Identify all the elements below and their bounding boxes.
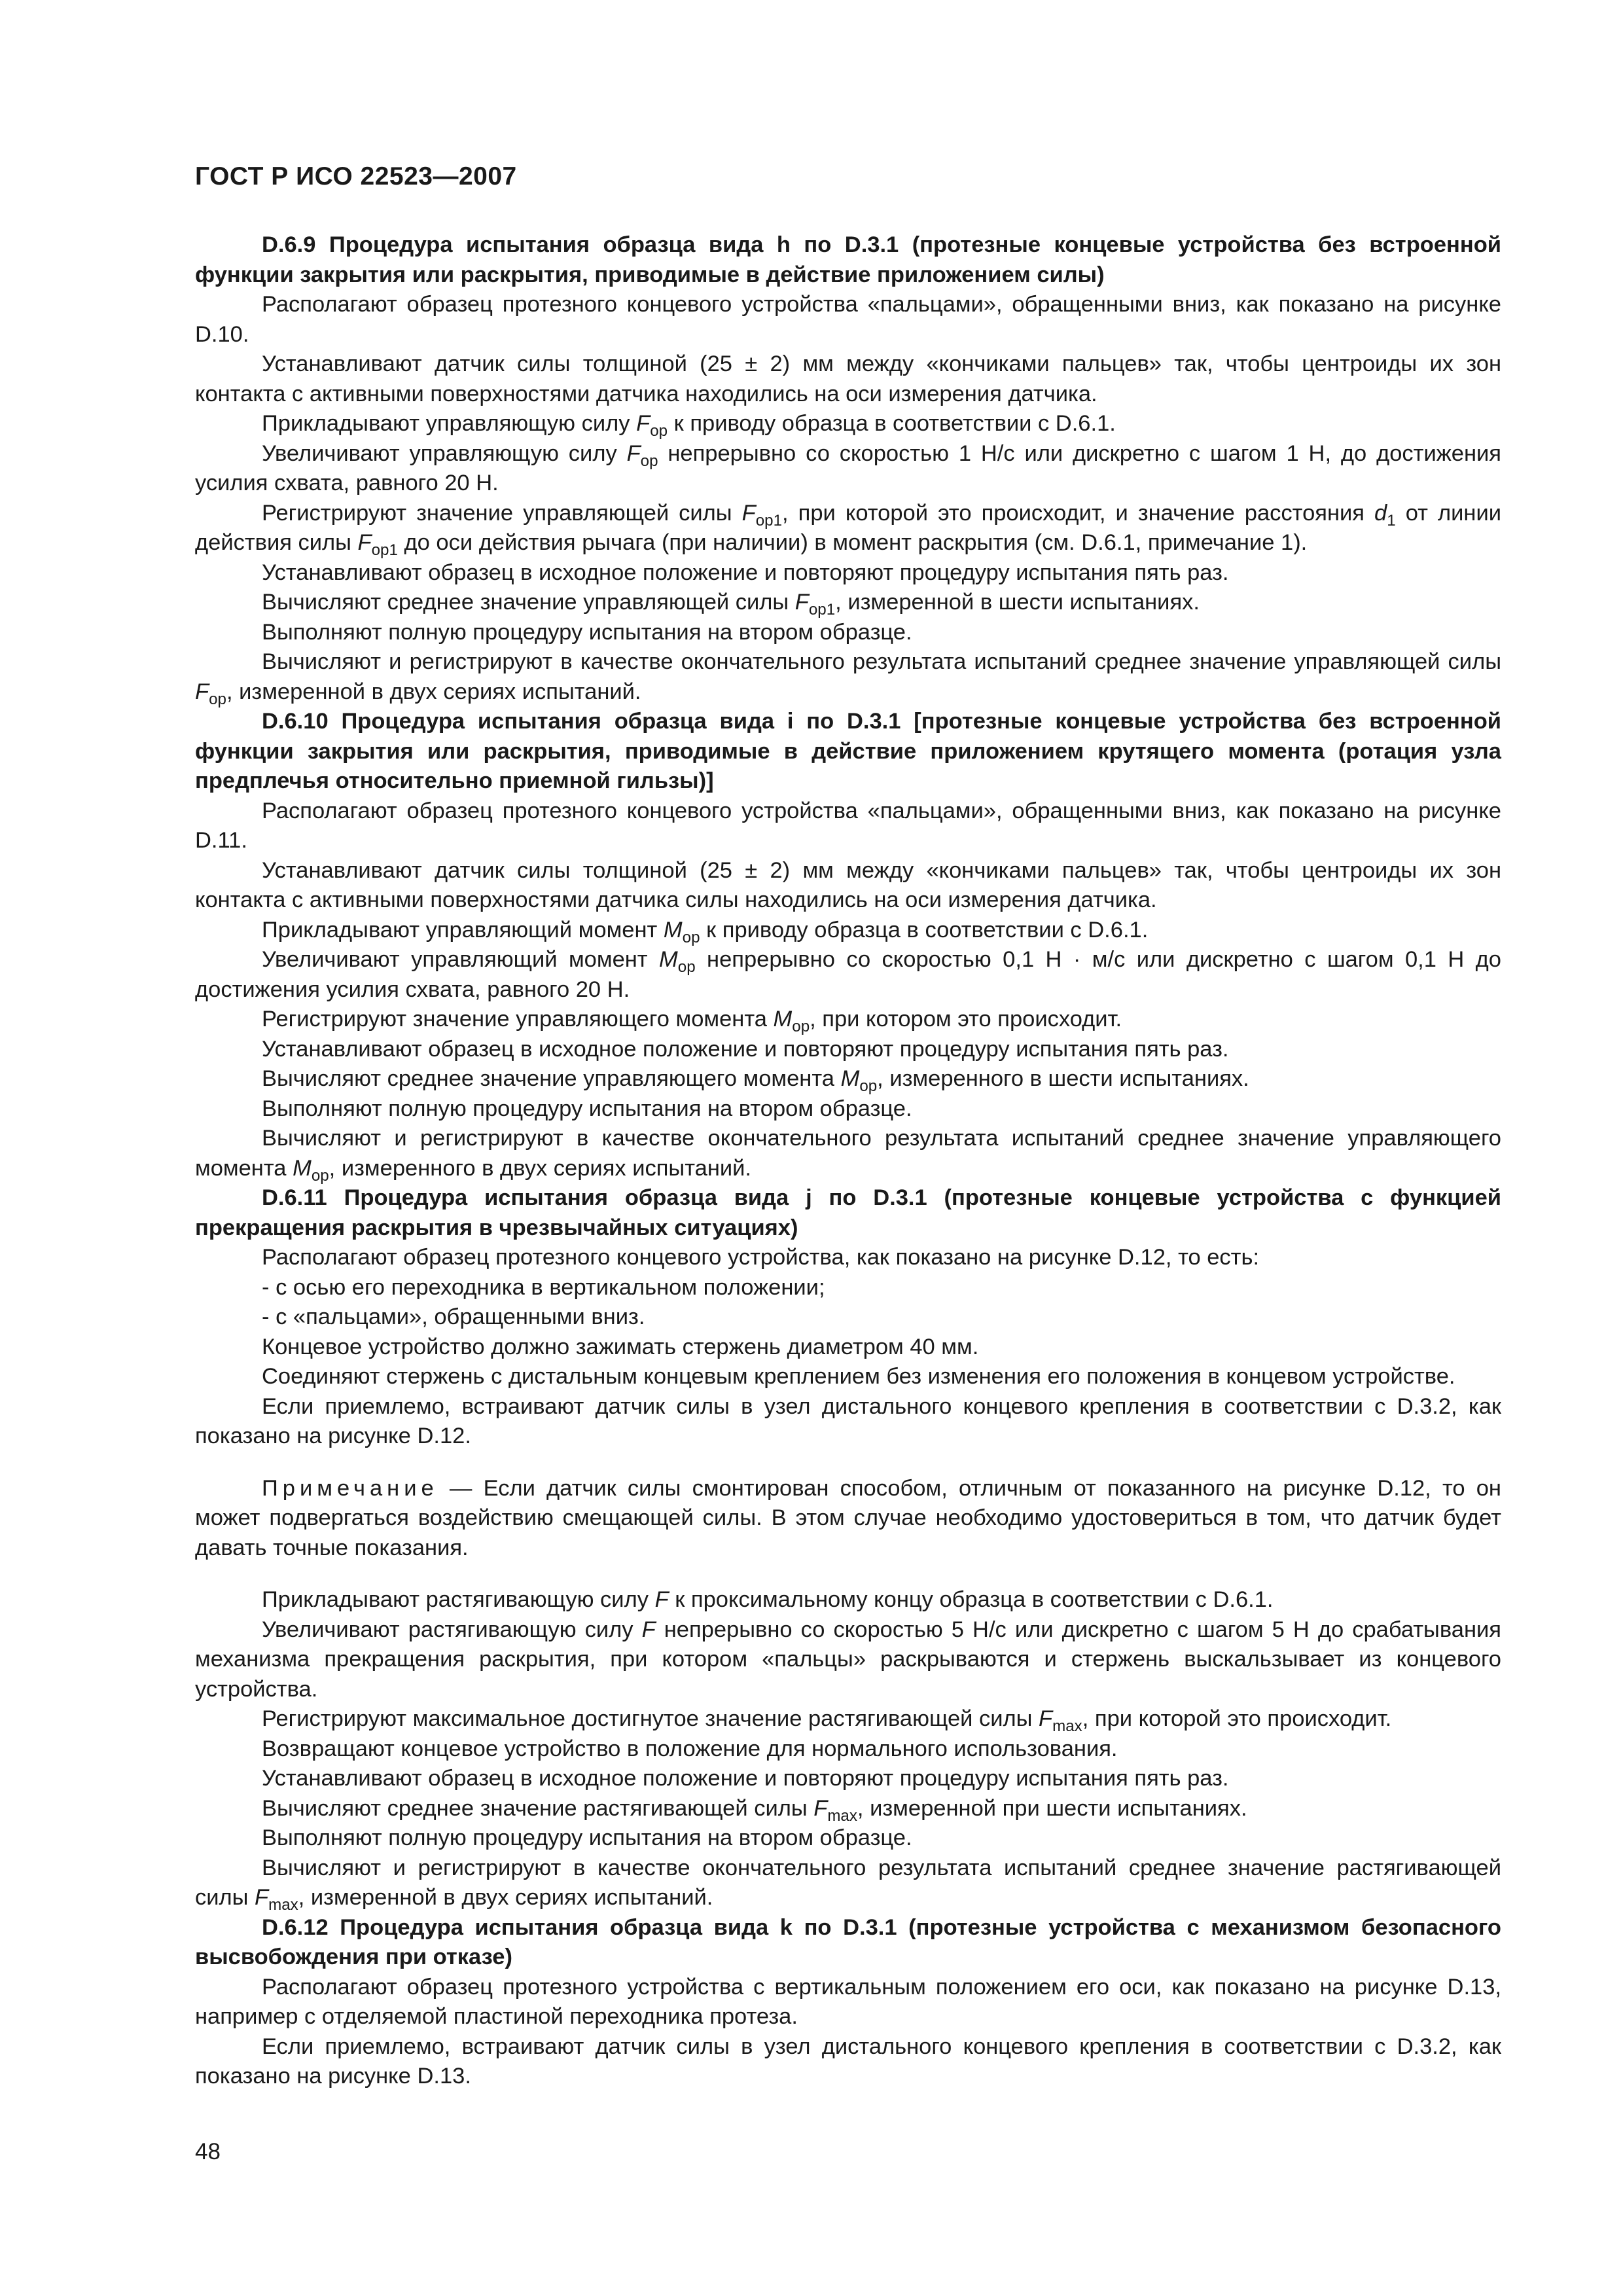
paragraph: Если приемлемо, встраивают датчик силы в узел дистального концевого крепления в соответствии с D.3.2, как показано на рисунке D.13.: [195, 2034, 1501, 2089]
paragraph: Вычисляют и регистрируют в качестве окончательного результата испытаний среднее значение управляющей силы $F_{op}$, измеренной в двух сериях испытаний.: [195, 649, 1501, 708]
paragraph: Устанавливают образец в исходное положение и повторяют процедуру испытания пять раз.: [262, 560, 1229, 585]
paragraph: Вычисляют и регистрируют в качестве окончательного результата испытаний среднее значение растягивающей силы $F_{max}$, измеренной в двух сериях испытаний.: [195, 1855, 1501, 1914]
paragraph: Соединяют стержень с дистальным концевым креплением без изменения его положения в концевом устройстве.: [262, 1364, 1455, 1389]
paragraph: Увеличивают растягивающую силу F непрерывно со скоростью 5 Н/с или дискретно с шагом 5 Н до срабатывания механизма прекращения раскрытия, при котором «пальцы» раскрываются и стержень выскальзывает из концевого устройства.: [195, 1617, 1501, 1702]
paragraph: Увеличивают управляющую силу $F_{op}$ непрерывно со скоростью 1 Н/с или дискретно с шагом 1 Н, до достижения усилия схвата, равного 20 Н.: [195, 440, 1501, 495]
paragraph: Прикладывают растягивающую силу F к проксимальному концу образца в соответствии с D.6.1.: [262, 1587, 1274, 1612]
paragraph: Вычисляют среднее значение управляющего момента $M_{op}$, измеренного в шести испытаниях.: [262, 1066, 1249, 1095]
page-number: 48: [195, 2139, 221, 2164]
paragraph: Выполняют полную процедуру испытания на втором образце.: [262, 1825, 912, 1850]
paragraph: Возвращают концевое устройство в положение для нормального использования.: [262, 1736, 1118, 1761]
body-text: [195, 230, 1501, 2092]
paragraph: Регистрируют значение управляющей силы $F_{op1}$, при которой это происходит, и значение расстояния $d_1$ от линии действия силы $F_{op1}$ до оси действия рычага (при наличии) в момент раскрытия (см. D.6.1, примечание 1).: [195, 500, 1501, 559]
paragraph: Располагают образец протезного концевого устройства «пальцами», обращенными вниз, как показано на рисунке D.10.: [195, 292, 1501, 347]
section-heading-d610: D.6.10 Процедура испытания образца вида i по D.3.1 [протезные концевые устройства без встроенной функции закрытия или раскрытия, приводимые в действие приложением крутящего момента (ротация узла предплечья относительно приемной гильзы)]: [195, 709, 1501, 793]
paragraph: Увеличивают управляющий момент $M_{op}$ непрерывно со скоростью 0,1 Н · м/с или дискретно с шагом 0,1 Н до достижения усилия схвата, равного 20 Н.: [195, 947, 1501, 1002]
paragraph: Устанавливают датчик силы толщиной (25 ± 2) мм между «кончиками пальцев» так, чтобы центроиды их зон контакта с активными поверхностями датчика силы находились на оси измерения датчика.: [195, 857, 1501, 912]
paragraph: Вычисляют среднее значение управляющей силы $F_{op1}$, измеренной в шести испытаниях.: [262, 590, 1200, 619]
paragraph: Прикладывают управляющий момент $M_{op}$ к приводу образца в соответствии с D.6.1.: [262, 917, 1149, 946]
paragraph: Устанавливают образец в исходное положение и повторяют процедуру испытания пять раз.: [262, 1036, 1229, 1062]
list-item: - с «пальцами», обращенными вниз.: [262, 1304, 645, 1329]
paragraph: Располагают образец протезного концевого устройства «пальцами», обращенными вниз, как показано на рисунке D.11.: [195, 798, 1501, 853]
paragraph: Регистрируют максимальное достигнутое значение растягивающей силы $F_{max}$, при которой это происходит.: [262, 1706, 1392, 1735]
paragraph: Выполняют полную процедуру испытания на втором образце.: [262, 1096, 912, 1121]
note-text: — Если датчик силы смонтирован способом, отличным от показанного на рисунке D.12, то он может подвергаться воздействию смещающей силы. В этом случае необходимо удостовериться в том, что датчик будет давать точные показания.: [195, 1475, 1501, 1560]
paragraph: Вычисляют среднее значение растягивающей силы $F_{max}$, измеренной при шести испытаниях.: [262, 1795, 1247, 1825]
paragraph: Выполняют полную процедуру испытания на втором образце.: [262, 619, 912, 645]
note: [195, 1474, 1501, 1564]
paragraph: Располагают образец протезного устройства с вертикальным положением его оси, как показано на рисунке D.13, например с отделяемой пластиной переходника протеза.: [195, 1974, 1501, 2029]
paragraph: Прикладывают управляющую силу $F_{op}$ к приводу образца в соответствии с D.6.1.: [262, 411, 1116, 440]
document-header: ГОСТ Р ИСО 22523—2007: [195, 162, 517, 190]
paragraph: Если приемлемо, встраивают датчик силы в узел дистального концевого крепления в соответствии с D.3.2, как показано на рисунке D.12.: [195, 1393, 1501, 1448]
paragraph: Устанавливают датчик силы толщиной (25 ± 2) мм между «кончиками пальцев» так, чтобы центроиды их зон контакта с активными поверхностями датчика находились на оси измерения датчика.: [195, 351, 1501, 406]
section-heading-d611: D.6.11 Процедура испытания образца вида j по D.3.1 (протезные концевые устройства с функцией прекращения раскрытия в чрезвычайных ситуациях): [195, 1185, 1501, 1240]
paragraph: Вычисляют и регистрируют в качестве окончательного результата испытаний среднее значение управляющего момента $M_{op}$, измеренного в двух сериях испытаний.: [195, 1126, 1501, 1185]
list-item: - с осью его переходника в вертикальном положении;: [262, 1274, 825, 1300]
paragraph: Располагают образец протезного концевого устройства, как показано на рисунке D.12, то есть:: [262, 1245, 1260, 1270]
section-heading-d69: D.6.9 Процедура испытания образца вида h по D.3.1 (протезные концевые устройства без встроенной функции закрытия или раскрытия, приводимые в действие приложением силы): [195, 232, 1501, 287]
section-heading-d612: D.6.12 Процедура испытания образца вида k по D.3.1 (протезные устройства с механизмом безопасного высвобождения при отказе): [195, 1914, 1501, 1969]
paragraph: Концевое устройство должно зажимать стержень диаметром 40 мм.: [262, 1334, 979, 1359]
paragraph: Устанавливают образец в исходное положение и повторяют процедуру испытания пять раз.: [262, 1766, 1229, 1791]
paragraph: Регистрируют значение управляющего момента $M_{op}$, при котором это происходит.: [262, 1007, 1122, 1035]
note-label: Примечание: [262, 1475, 438, 1501]
